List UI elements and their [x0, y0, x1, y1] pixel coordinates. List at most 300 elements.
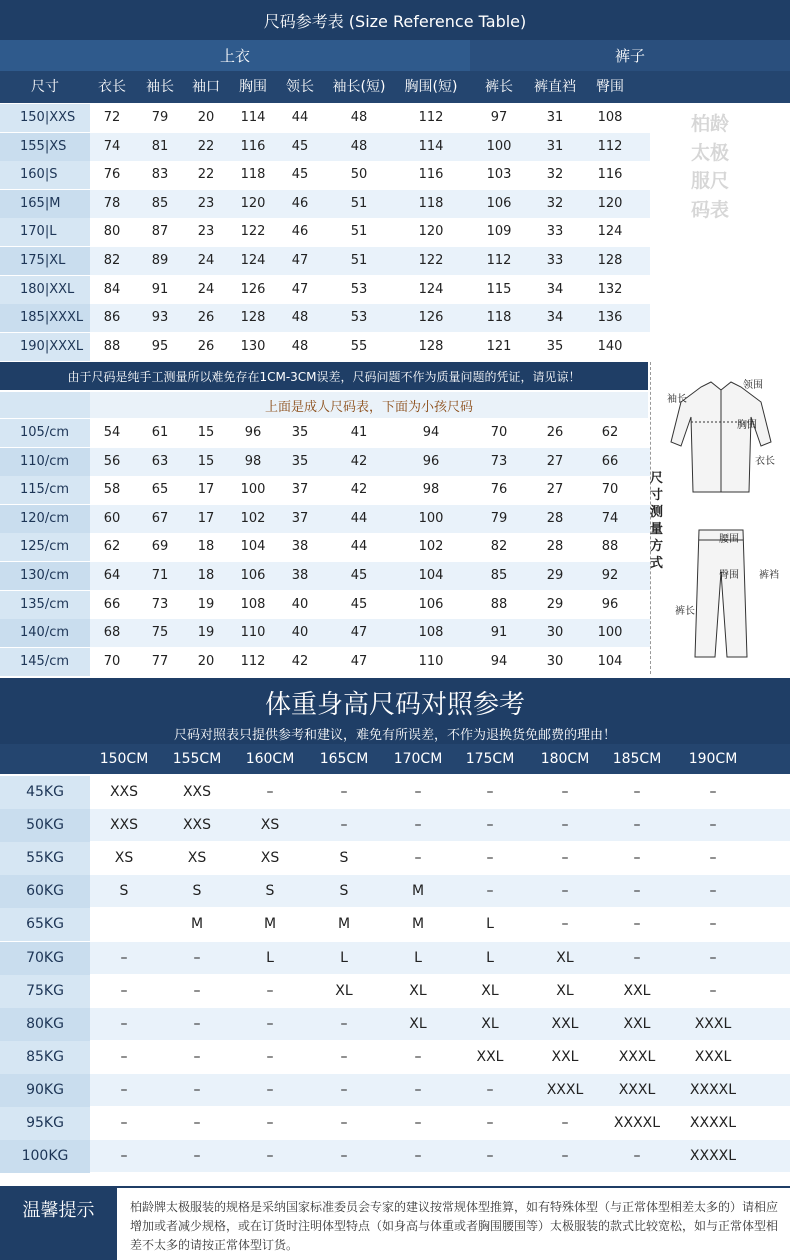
size-cell: XXL	[623, 1015, 651, 1032]
size-cell: –	[266, 1081, 274, 1098]
size-label: 170|L	[0, 218, 90, 246]
table-cell: 91	[490, 625, 508, 641]
table-cell: 118	[486, 310, 512, 326]
table-cell: 45	[291, 138, 309, 154]
table-row	[0, 247, 650, 275]
table-cell: 26	[197, 338, 215, 354]
size-cell: XL	[481, 982, 499, 999]
size-cell: XS	[260, 817, 280, 834]
table-cell: 63	[151, 453, 169, 469]
table-cell: 40	[291, 625, 309, 641]
table-cell: 112	[486, 253, 512, 268]
height-header-cell: 165CM	[319, 751, 369, 767]
table-cell: 35	[546, 338, 564, 354]
table-cell: 120	[240, 195, 266, 211]
size-cell: M	[190, 916, 204, 933]
size-cell: –	[633, 784, 641, 800]
size-cell: M	[411, 883, 425, 900]
table-cell: 22	[197, 138, 215, 154]
size-cell: –	[633, 1148, 641, 1165]
garment-diagram-svg	[651, 362, 790, 674]
table-cell: 96	[422, 453, 440, 469]
size-cell: –	[120, 1048, 128, 1065]
size-cell: –	[193, 1015, 201, 1032]
table-cell: 100	[597, 625, 623, 641]
tip-text: 柏龄牌太极服装的规格是采纳国家标准委员会专家的建议按常规体型推算，如有特殊体型（与正常体型相差太多的）请相应增加或者减少规格，或在订货时注明体型特点（如身高与体重或者胸围腰围等）太极服装的款式比较宽松，如与正常体型相差不太多的请按正常体型订货。	[130, 1200, 779, 1252]
table-cell: 54	[103, 425, 121, 440]
table-cell: 88	[490, 596, 508, 612]
diagram-sleeve-label: 袖长	[667, 394, 687, 405]
table-cell: 45	[350, 596, 368, 612]
size-cell: –	[486, 850, 494, 867]
table-cell: 108	[597, 110, 623, 125]
diagram-length-label: 衣长	[755, 456, 775, 467]
size-cell: –	[633, 916, 641, 933]
group-header-row	[0, 40, 790, 71]
size-label: 190|XXXL	[0, 333, 90, 361]
table-cell: 116	[418, 167, 444, 183]
column-header-row	[0, 71, 790, 103]
size-cell: –	[193, 1148, 201, 1165]
table-row	[0, 104, 650, 132]
size-cell: –	[120, 949, 128, 966]
table-cell: 70	[490, 425, 508, 440]
height-header-row	[0, 744, 790, 774]
table-row	[0, 161, 650, 189]
table-cell: 136	[597, 310, 623, 326]
size-label: 135/cm	[0, 591, 90, 619]
table-row	[0, 776, 790, 809]
size-cell: –	[340, 1015, 348, 1032]
size-cell: –	[561, 883, 569, 900]
size-label: 155|XS	[0, 133, 90, 161]
table-cell: 68	[103, 625, 121, 641]
size-label: 145/cm	[0, 648, 90, 676]
table-cell: 132	[597, 281, 623, 297]
table-cell: 82	[490, 539, 508, 555]
table-cell: 104	[418, 568, 444, 583]
size-cell: XS	[114, 850, 134, 867]
table-cell: 79	[490, 510, 508, 526]
table-cell: 94	[422, 425, 440, 440]
size-cell: –	[340, 1048, 348, 1065]
measurement-diagram	[650, 362, 790, 674]
table-cell: 48	[350, 110, 368, 125]
table-cell: 35	[291, 425, 309, 440]
table-cell: 128	[418, 338, 444, 354]
table-cell: 27	[546, 482, 564, 498]
table-cell: 24	[197, 253, 215, 268]
table-cell: 47	[291, 281, 309, 297]
table-cell: 124	[418, 281, 444, 297]
size-cell: XXXL	[546, 1081, 584, 1098]
size-cell: –	[266, 982, 274, 999]
size-cell: S	[119, 883, 129, 900]
size-label: 105/cm	[0, 419, 90, 447]
height-header-cell: 180CM	[540, 751, 590, 767]
weight-label: 65KG	[0, 908, 90, 941]
size-cell: XXS	[182, 817, 212, 834]
weight-label: 70KG	[0, 942, 90, 975]
table-cell: 50	[350, 167, 368, 183]
diagram-collar-label: 领围	[743, 380, 763, 391]
column-header: 裤长	[485, 79, 513, 95]
size-cell: –	[120, 1081, 128, 1098]
group-top-label: 上衣	[0, 40, 470, 71]
table-cell: 70	[103, 653, 121, 669]
height-header-cell: 160CM	[245, 751, 295, 767]
table-row	[0, 1140, 790, 1173]
table-cell: 46	[291, 195, 309, 211]
size-label: 120/cm	[0, 505, 90, 533]
table-cell: 44	[291, 110, 309, 125]
table-cell: 85	[490, 568, 508, 583]
table-cell: 28	[546, 510, 564, 526]
size-cell: –	[340, 817, 348, 834]
error-notice: 由于尺码是纯手工测量所以难免存在1CM-3CM误差，尺码问题不作为质量问题的凭证，请见谅！	[0, 362, 648, 390]
table-cell: 106	[240, 568, 266, 583]
table-cell: 96	[244, 425, 262, 440]
weight-label: 80KG	[0, 1008, 90, 1041]
table-cell: 121	[486, 338, 512, 354]
size-cell: –	[633, 949, 641, 966]
height-header-cell: 170CM	[393, 751, 443, 767]
table-cell: 23	[197, 195, 215, 211]
table-cell: 100	[486, 138, 512, 154]
size-label: 165|M	[0, 190, 90, 218]
table-cell: 114	[418, 138, 444, 154]
table-cell: 103	[486, 167, 512, 183]
column-header: 臀围	[596, 79, 624, 95]
size-cell: –	[414, 817, 422, 834]
table-row	[0, 333, 650, 361]
page-title: 尺码参考表 (Size Reference Table)	[0, 0, 790, 40]
size-cell: S	[339, 883, 349, 900]
size-cell: –	[193, 949, 201, 966]
size-cell: –	[486, 784, 494, 800]
table-cell: 116	[597, 167, 623, 183]
table-cell: 67	[151, 510, 169, 526]
weight-label: 75KG	[0, 975, 90, 1008]
size-cell: –	[414, 850, 422, 867]
size-cell: –	[414, 1048, 422, 1065]
size-cell: S	[339, 850, 349, 867]
table-cell: 124	[597, 224, 623, 240]
table-cell: 23	[197, 224, 215, 240]
size-cell: XL	[409, 982, 427, 999]
table-cell: 62	[601, 425, 619, 440]
table-cell: 76	[490, 482, 508, 498]
table-cell: 65	[151, 482, 169, 498]
table-cell: 51	[350, 195, 368, 211]
table-row	[0, 448, 650, 476]
column-header: 胸围(短)	[404, 79, 458, 95]
size-cell: –	[633, 850, 641, 867]
table-cell: 66	[601, 453, 619, 469]
size-cell: –	[709, 949, 717, 966]
kids-table-header: 上面是成人尺码表，下面为小孩尺码	[90, 392, 648, 418]
size-cell: XXXXL	[689, 1115, 737, 1131]
table-cell: 18	[197, 539, 215, 555]
table-cell: 140	[597, 338, 623, 354]
size-cell: –	[340, 1148, 348, 1165]
size-label: 110/cm	[0, 448, 90, 476]
diagram-crotch-label: 裤裆	[759, 570, 779, 581]
table-row	[0, 1074, 790, 1107]
size-cell: –	[120, 1115, 128, 1131]
table-cell: 71	[151, 568, 169, 583]
table-cell: 112	[597, 138, 623, 154]
height-header-cell: 190CM	[688, 751, 738, 767]
table-cell: 83	[151, 167, 169, 183]
table-cell: 116	[240, 138, 266, 154]
size-label: 160|S	[0, 161, 90, 189]
table-cell: 72	[103, 110, 121, 125]
size-cell: –	[709, 850, 717, 867]
size-cell: –	[266, 1115, 274, 1131]
size-cell: XXXXL	[689, 1081, 737, 1098]
table-cell: 26	[197, 310, 215, 326]
hw-subtitle: 尺码对照表只提供参考和建议，难免有所误差，不作为退换货免邮费的理由！	[173, 728, 616, 743]
table-cell: 51	[350, 253, 368, 268]
table-cell: 27	[546, 453, 564, 469]
table-cell: 100	[418, 510, 444, 526]
table-row	[0, 133, 650, 161]
size-label: 175|XL	[0, 247, 90, 275]
size-label: 140/cm	[0, 619, 90, 647]
table-cell: 74	[601, 510, 619, 526]
size-cell: –	[561, 817, 569, 834]
size-cell: –	[486, 883, 494, 900]
table-cell: 98	[244, 453, 262, 469]
weight-label: 100KG	[0, 1140, 90, 1173]
size-label: 150|XXS	[0, 104, 90, 132]
table-cell: 94	[490, 653, 508, 669]
table-cell: 109	[486, 224, 512, 240]
table-cell: 110	[240, 625, 266, 641]
table-cell: 15	[197, 425, 215, 440]
column-header: 胸围	[239, 79, 267, 95]
column-header: 袖长(短)	[332, 79, 386, 95]
size-cell: XXL	[551, 1015, 579, 1032]
table-cell: 33	[546, 224, 564, 240]
size-cell: –	[709, 883, 717, 900]
table-cell: 29	[546, 568, 564, 583]
table-cell: 48	[291, 310, 309, 326]
size-cell: –	[486, 1148, 494, 1165]
size-cell: –	[414, 1115, 422, 1131]
table-row	[0, 842, 790, 875]
size-cell: –	[709, 817, 717, 834]
table-row	[0, 1008, 790, 1041]
size-cell: –	[266, 784, 274, 800]
weight-label: 55KG	[0, 842, 90, 875]
table-cell: 34	[546, 281, 564, 297]
table-row	[0, 975, 790, 1008]
table-cell: 58	[103, 482, 121, 498]
table-cell: 40	[291, 596, 309, 612]
table-cell: 53	[350, 310, 368, 326]
size-cell: XL	[481, 1015, 499, 1032]
size-cell: XXXXL	[613, 1115, 661, 1131]
table-cell: 97	[490, 110, 508, 125]
size-cell: L	[266, 949, 274, 966]
table-cell: 82	[103, 253, 121, 268]
table-cell: 42	[350, 453, 368, 469]
table-cell: 42	[291, 653, 309, 669]
table-row	[0, 648, 650, 676]
size-label: 130/cm	[0, 562, 90, 590]
size-cell: –	[193, 1048, 201, 1065]
table-cell: 15	[197, 453, 215, 469]
size-cell: XXL	[623, 982, 651, 999]
size-cell: XL	[409, 1015, 427, 1032]
table-cell: 31	[546, 138, 564, 154]
table-cell: 24	[197, 281, 215, 297]
table-cell: 126	[418, 310, 444, 326]
group-pants-label: 裤子	[470, 40, 790, 71]
table-cell: 60	[103, 510, 121, 526]
table-cell: 88	[601, 539, 619, 555]
table-cell: 93	[151, 310, 169, 326]
table-cell: 126	[240, 281, 266, 297]
table-cell: 84	[103, 281, 121, 297]
table-cell: 89	[151, 253, 169, 268]
table-cell: 47	[350, 625, 368, 641]
table-cell: 70	[601, 482, 619, 498]
table-row	[0, 419, 650, 447]
size-cell: XL	[556, 982, 574, 999]
table-cell: 74	[103, 138, 121, 154]
table-cell: 38	[291, 539, 309, 555]
table-cell: 112	[418, 110, 444, 125]
size-cell: L	[340, 949, 348, 966]
table-row	[0, 1107, 790, 1140]
kids-header-spacer	[0, 392, 90, 418]
measurement-method-label: 尺寸测量方式	[650, 471, 664, 571]
table-cell: 91	[151, 281, 169, 297]
table-row	[0, 533, 650, 561]
pants-icon	[695, 530, 747, 657]
table-cell: 100	[240, 482, 266, 498]
size-label: 180|XXL	[0, 276, 90, 304]
size-cell: –	[561, 1148, 569, 1165]
table-cell: 45	[291, 167, 309, 183]
size-cell: –	[193, 1115, 201, 1131]
size-cell: –	[266, 1048, 274, 1065]
size-cell: –	[120, 1015, 128, 1032]
table-cell: 115	[486, 281, 512, 297]
size-cell: XXS	[109, 784, 139, 800]
size-cell: –	[486, 1115, 494, 1131]
table-cell: 130	[240, 338, 266, 354]
table-cell: 47	[350, 653, 368, 669]
table-row	[0, 562, 650, 590]
table-cell: 55	[350, 338, 368, 354]
column-header: 袖长	[146, 79, 174, 95]
table-cell: 19	[197, 596, 215, 612]
table-cell: 29	[546, 596, 564, 612]
diagram-pants-length-label: 裤长	[675, 606, 695, 617]
table-row	[0, 942, 790, 975]
size-cell: –	[633, 883, 641, 900]
table-cell: 37	[291, 482, 309, 498]
height-weight-title-block	[0, 678, 790, 744]
table-cell: 95	[151, 338, 169, 354]
table-cell: 33	[546, 253, 564, 268]
table-cell: 48	[291, 338, 309, 354]
table-cell: 87	[151, 224, 169, 240]
size-cell: –	[266, 1148, 274, 1165]
table-cell: 26	[546, 425, 564, 440]
table-row	[0, 218, 650, 246]
column-header: 尺寸	[31, 79, 59, 95]
table-cell: 106	[418, 596, 444, 612]
table-cell: 98	[422, 482, 440, 498]
size-cell: –	[709, 916, 717, 933]
table-cell: 118	[418, 195, 444, 211]
table-cell: 51	[350, 224, 368, 240]
size-cell: XXL	[476, 1048, 504, 1065]
size-cell: XXXL	[618, 1081, 656, 1098]
table-cell: 35	[291, 453, 309, 469]
size-cell: XXL	[551, 1048, 579, 1065]
weight-label: 85KG	[0, 1041, 90, 1074]
size-cell: –	[340, 784, 348, 800]
diagram-waist-label: 腰围	[719, 534, 739, 545]
table-cell: 17	[197, 482, 215, 498]
table-cell: 104	[240, 539, 266, 555]
table-row	[0, 809, 790, 842]
size-cell: S	[265, 883, 275, 900]
table-cell: 32	[546, 167, 564, 183]
size-cell: –	[709, 784, 717, 800]
column-header: 袖口	[192, 79, 220, 95]
table-cell: 37	[291, 510, 309, 526]
height-header-cell: 175CM	[465, 751, 515, 767]
table-row	[0, 875, 790, 908]
table-cell: 104	[597, 653, 623, 669]
size-cell: –	[561, 1115, 569, 1131]
table-cell: 20	[197, 653, 215, 669]
table-cell: 47	[291, 253, 309, 268]
table-cell: 62	[103, 539, 121, 555]
size-label: 185|XXXL	[0, 304, 90, 332]
table-cell: 32	[546, 195, 564, 211]
table-cell: 46	[291, 224, 309, 240]
table-cell: 78	[103, 195, 121, 211]
table-cell: 88	[103, 338, 121, 354]
tip-title: 温馨提示	[0, 1188, 117, 1260]
table-cell: 85	[151, 195, 169, 211]
table-cell: 102	[418, 539, 444, 555]
column-header: 裤直裆	[534, 79, 576, 95]
size-cell: –	[561, 784, 569, 800]
size-cell: –	[561, 850, 569, 867]
table-cell: 92	[601, 568, 619, 583]
table-cell: 44	[350, 539, 368, 555]
size-cell: –	[120, 982, 128, 999]
table-cell: 20	[197, 110, 215, 125]
size-cell: –	[120, 1148, 128, 1165]
table-cell: 96	[601, 596, 619, 612]
size-cell: XS	[187, 850, 207, 867]
table-cell: 128	[597, 253, 623, 268]
table-cell: 102	[240, 510, 266, 526]
table-cell: 86	[103, 310, 121, 326]
size-cell: –	[193, 1081, 201, 1098]
size-cell: –	[340, 1115, 348, 1131]
